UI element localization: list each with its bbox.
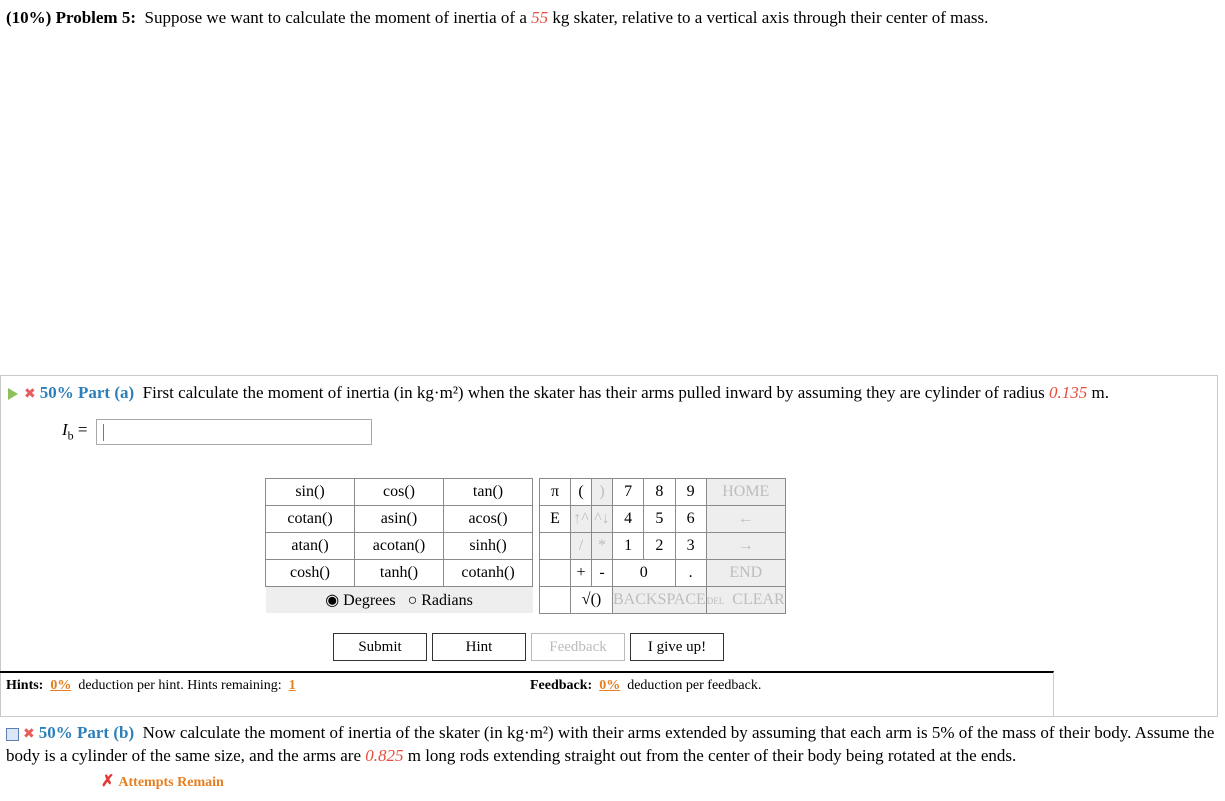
digit-9-button[interactable]: 9 [675,479,706,506]
digit-5-button[interactable]: 5 [644,506,675,533]
part-b-header [6,722,1216,767]
blank-key [540,533,571,560]
close-icon-b: ✖ [23,726,35,742]
hint-deduction: 0% [50,678,72,693]
x-mark-icon: ✗ [101,773,115,790]
angle-mode [266,587,533,614]
part-b-text: Now calculate the moment of inertia of the skater (in kg·m²) with their arms extended by assuming that each arm is 5% of the mass of their body. Assume the body is a cylinder of the same size, and the arms are [6,723,1215,765]
problem-text-end: kg skater, relative to a vertical axis through their center of mass. [552,8,989,27]
feedback-deduction: 0% [599,678,621,693]
part-b-title: 50% Part (b) [38,723,135,742]
down-arrow-button[interactable]: ^↓ [592,506,613,533]
answer-label: $I_b$ = [62,420,88,443]
radians-radio[interactable]: ○ Radians [407,592,473,609]
arm-length-value: 0.825 [365,746,404,765]
e-button[interactable]: E [540,506,571,533]
pi-button[interactable]: π [540,479,571,506]
right-arrow-button[interactable]: → [706,533,785,560]
hints-info: Hints: 0% deduction per hint. Hints remaining: 1 [6,678,296,693]
hint-button[interactable]: Hint [432,633,526,661]
part-a-text: First calculate the moment of inertia (in kg·m²) when the skater has their arms pulled inward by assuming they are cylinder of radius [142,383,1045,402]
backspace-button[interactable]: BACKSPACE [613,587,707,614]
up-arrow-button[interactable]: ↑^ [571,506,592,533]
sqrt-button[interactable]: √() [571,587,613,614]
play-icon[interactable] [8,388,18,400]
text-cursor [103,424,104,441]
submit-button[interactable]: Submit [333,633,427,661]
dot-button[interactable]: . [675,560,706,587]
acotan-button[interactable]: acotan() [355,533,444,560]
problem-number: (10%) Problem 5: [6,8,136,27]
feedback-info: Feedback: 0% deduction per feedback. [530,678,762,693]
close-icon: ✖ [24,386,36,402]
problem-statement [6,8,988,28]
attempts-remain: ✗ Attempts Remain [101,773,224,790]
part-b-text-end: m long rods extending straight out from the center of their body being rotated at the ends. [407,746,1017,765]
cotanh-button[interactable]: cotanh() [444,560,533,587]
digit-3-button[interactable]: 3 [675,533,706,560]
part-a-unit: m. [1091,383,1109,402]
numeric-keypad [539,478,786,614]
tanh-button[interactable]: tanh() [355,560,444,587]
clear-button[interactable]: DEL CLEAR [706,587,785,614]
radius-value: 0.135 [1048,383,1088,402]
part-a-title: 50% Part (a) [39,383,135,402]
digit-0-button[interactable]: 0 [613,560,676,587]
asin-button[interactable]: asin() [355,506,444,533]
cosh-button[interactable]: cosh() [266,560,355,587]
divide-button[interactable]: / [571,533,592,560]
sinh-button[interactable]: sinh() [444,533,533,560]
expand-icon[interactable] [6,728,19,741]
digit-7-button[interactable]: 7 [613,479,644,506]
blank-key-3 [540,587,571,614]
feedback-button[interactable]: Feedback [531,633,625,661]
digit-6-button[interactable]: 6 [675,506,706,533]
cotan-button[interactable]: cotan() [266,506,355,533]
function-keypad [265,478,533,613]
end-button[interactable]: END [706,560,785,587]
degrees-radio[interactable]: ◉ Degrees [325,592,396,609]
minus-button[interactable]: - [592,560,613,587]
blank-key-2 [540,560,571,587]
give-up-button[interactable]: I give up! [630,633,724,661]
home-button[interactable]: HOME [706,479,785,506]
plus-button[interactable]: + [571,560,592,587]
digit-4-button[interactable]: 4 [613,506,644,533]
sin-button[interactable]: sin() [266,479,355,506]
open-paren-button[interactable]: ( [571,479,592,506]
answer-input[interactable] [96,419,372,445]
atan-button[interactable]: atan() [266,533,355,560]
digit-8-button[interactable]: 8 [644,479,675,506]
tan-button[interactable]: tan() [444,479,533,506]
digit-2-button[interactable]: 2 [644,533,675,560]
acos-button[interactable]: acos() [444,506,533,533]
cos-button[interactable]: cos() [355,479,444,506]
digit-1-button[interactable]: 1 [613,533,644,560]
mass-value: 55 [531,8,549,27]
multiply-button[interactable]: * [592,533,613,560]
close-paren-button[interactable]: ) [592,479,613,506]
left-arrow-button[interactable]: ← [706,506,785,533]
part-a-header [8,383,1109,403]
hints-remaining: 1 [288,678,296,693]
del-button[interactable]: DEL [706,596,725,606]
hint-feedback-bar [0,671,1054,717]
problem-text: Suppose we want to calculate the moment of inertia of a [144,8,527,27]
